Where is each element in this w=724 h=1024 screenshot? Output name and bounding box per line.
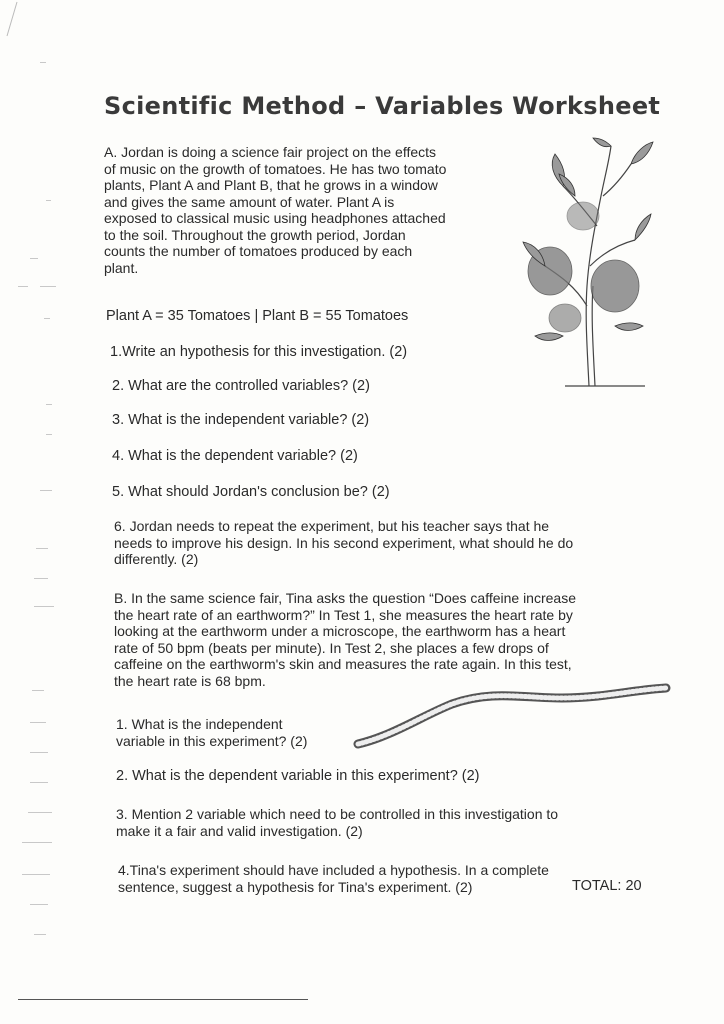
worksheet-title: Scientific Method – Variables Worksheet	[104, 92, 661, 120]
section-b-question-4: 4.Tina's experiment should have included a hypothesis. In a complete sentence, suggest a hypothesis for Tina's experiment. (2)	[118, 862, 549, 895]
pen-mark	[3, 0, 23, 40]
section-a-question-1: 1.Write an hypothesis for this investigation. (2)	[110, 344, 408, 360]
section-b-intro: B. In the same science fair, Tina asks the question “Does caffeine increase the heart rate of an earthworm?” In Test 1, she measures the heart rate by looking at the earthworm under a microscope, the earthworm has a heart rate of 50 bpm (beats per minute). In Test 2, she places a few drops of caffeine on the earthworm's skin and measures the rate again. In this test, the heart rate is 68 bpm.	[114, 590, 576, 689]
section-a-question-2: 2. What are the controlled variables? (2)	[112, 378, 370, 394]
tomato-plant-icon	[505, 136, 655, 396]
section-a-question-3: 3. What is the independent variable? (2)	[112, 412, 370, 428]
section-a-intro: A. Jordan is doing a science fair project on the effects of music on the growth of tomatoes. He has two tomato plants, Plant A and Plant B, that he grows in a window and gives the same amount of water. Plant A is exposed to classical music using headphones attached to the soil. Throughout the growth period, Jordan counts the number of tomatoes produced by each plant.	[104, 144, 447, 276]
section-a-question-6: 6. Jordan needs to repeat the experiment, but his teacher says that he needs to improve his design. In his second experiment, what should he do differently. (2)	[114, 518, 574, 567]
section-a-question-5: 5. What should Jordan's conclusion be? (2)	[112, 484, 390, 500]
plant-results: Plant A = 35 Tomatoes | Plant B = 55 Tomatoes	[106, 308, 409, 324]
total-marks: TOTAL: 20	[572, 878, 642, 894]
section-b-question-2: 2. What is the dependent variable in this experiment? (2)	[116, 768, 480, 784]
section-b-question-3: 3. Mention 2 variable which need to be controlled in this investigation to make it a fair and valid investigation. (2)	[116, 806, 559, 839]
section-b-question-1: 1. What is the independent variable in this experiment? (2)	[116, 716, 308, 749]
footer-rule	[18, 999, 308, 1000]
section-a-question-4: 4. What is the dependent variable? (2)	[112, 448, 358, 464]
earthworm-icon	[352, 676, 672, 756]
